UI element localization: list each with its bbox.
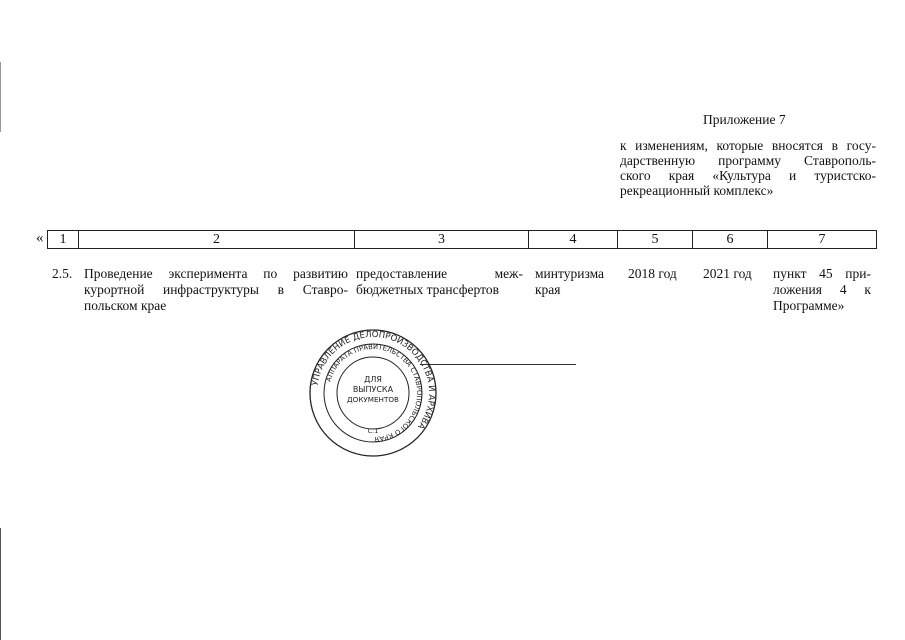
stamp-center-line: ДОКУМЕНТОВ: [347, 395, 399, 404]
header-row: [48, 231, 877, 249]
row-reference: [773, 266, 871, 314]
row-executor-line: минтуризма: [535, 266, 605, 281]
stamp-inner-text: АППАРАТА ПРАВИТЕЛЬСТВА СТАВРОПОЛЬСКОГО КРАЯ: [324, 342, 424, 444]
row-reference-line: пункт 45 при-: [773, 266, 871, 281]
row-executor-line: края: [535, 282, 561, 297]
appendix-subtitle-line: рекреационный комплекс»: [620, 183, 774, 198]
column-number-4: 4: [529, 231, 618, 249]
table-open-quote: «: [36, 230, 44, 246]
row-end-year: 2021 год: [703, 266, 752, 281]
row-name-line: курортной инфраструктуры в Ставро-: [84, 282, 348, 297]
column-number-1: 1: [48, 231, 79, 249]
stamp-seal-code: С.1: [367, 427, 379, 435]
row-form-line: предоставление меж-: [356, 266, 523, 281]
stamp-center-line: ДЛЯ: [364, 375, 382, 384]
appendix-subtitle: [620, 138, 876, 198]
row-reference-line: ложения 4 к: [773, 282, 871, 297]
row-form-line: бюджетных трансфертов: [356, 282, 499, 297]
appendix-subtitle-line: к изменениям, которые вносятся в госу-: [620, 138, 876, 153]
row-name-line: польском крае: [84, 298, 167, 313]
scan-edge-bottom: [0, 528, 1, 640]
row-start-year: 2018 год: [628, 266, 677, 281]
row-number: 2.5.: [52, 266, 73, 281]
column-number-header: [47, 230, 877, 249]
row-name: [84, 266, 348, 314]
column-number-7: 7: [768, 231, 877, 249]
row-name-line: Проведение эксперимента по развитию: [84, 266, 348, 281]
signature-line: [420, 364, 576, 365]
appendix-subtitle-line: ского края «Культура и туристско-: [620, 168, 876, 183]
row-form: [356, 266, 523, 298]
row-executor: [535, 266, 604, 298]
column-number-2: 2: [79, 231, 355, 249]
official-stamp: [308, 328, 438, 458]
row-reference-line: Программе»: [773, 298, 845, 313]
appendix-subtitle-line: дарственную программу Ставрополь-: [620, 153, 876, 168]
appendix-title: Приложение 7: [703, 112, 786, 127]
stamp-center-line: ВЫПУСКА: [352, 385, 394, 394]
scan-edge-top: [0, 62, 1, 132]
column-number-3: 3: [355, 231, 529, 249]
column-number-5: 5: [618, 231, 693, 249]
column-number-6: 6: [693, 231, 768, 249]
stamp-outer-text: УПРАВЛЕНИЕ ДЕЛОПРОИЗВОДСТВА И АРХИВА: [310, 329, 437, 431]
